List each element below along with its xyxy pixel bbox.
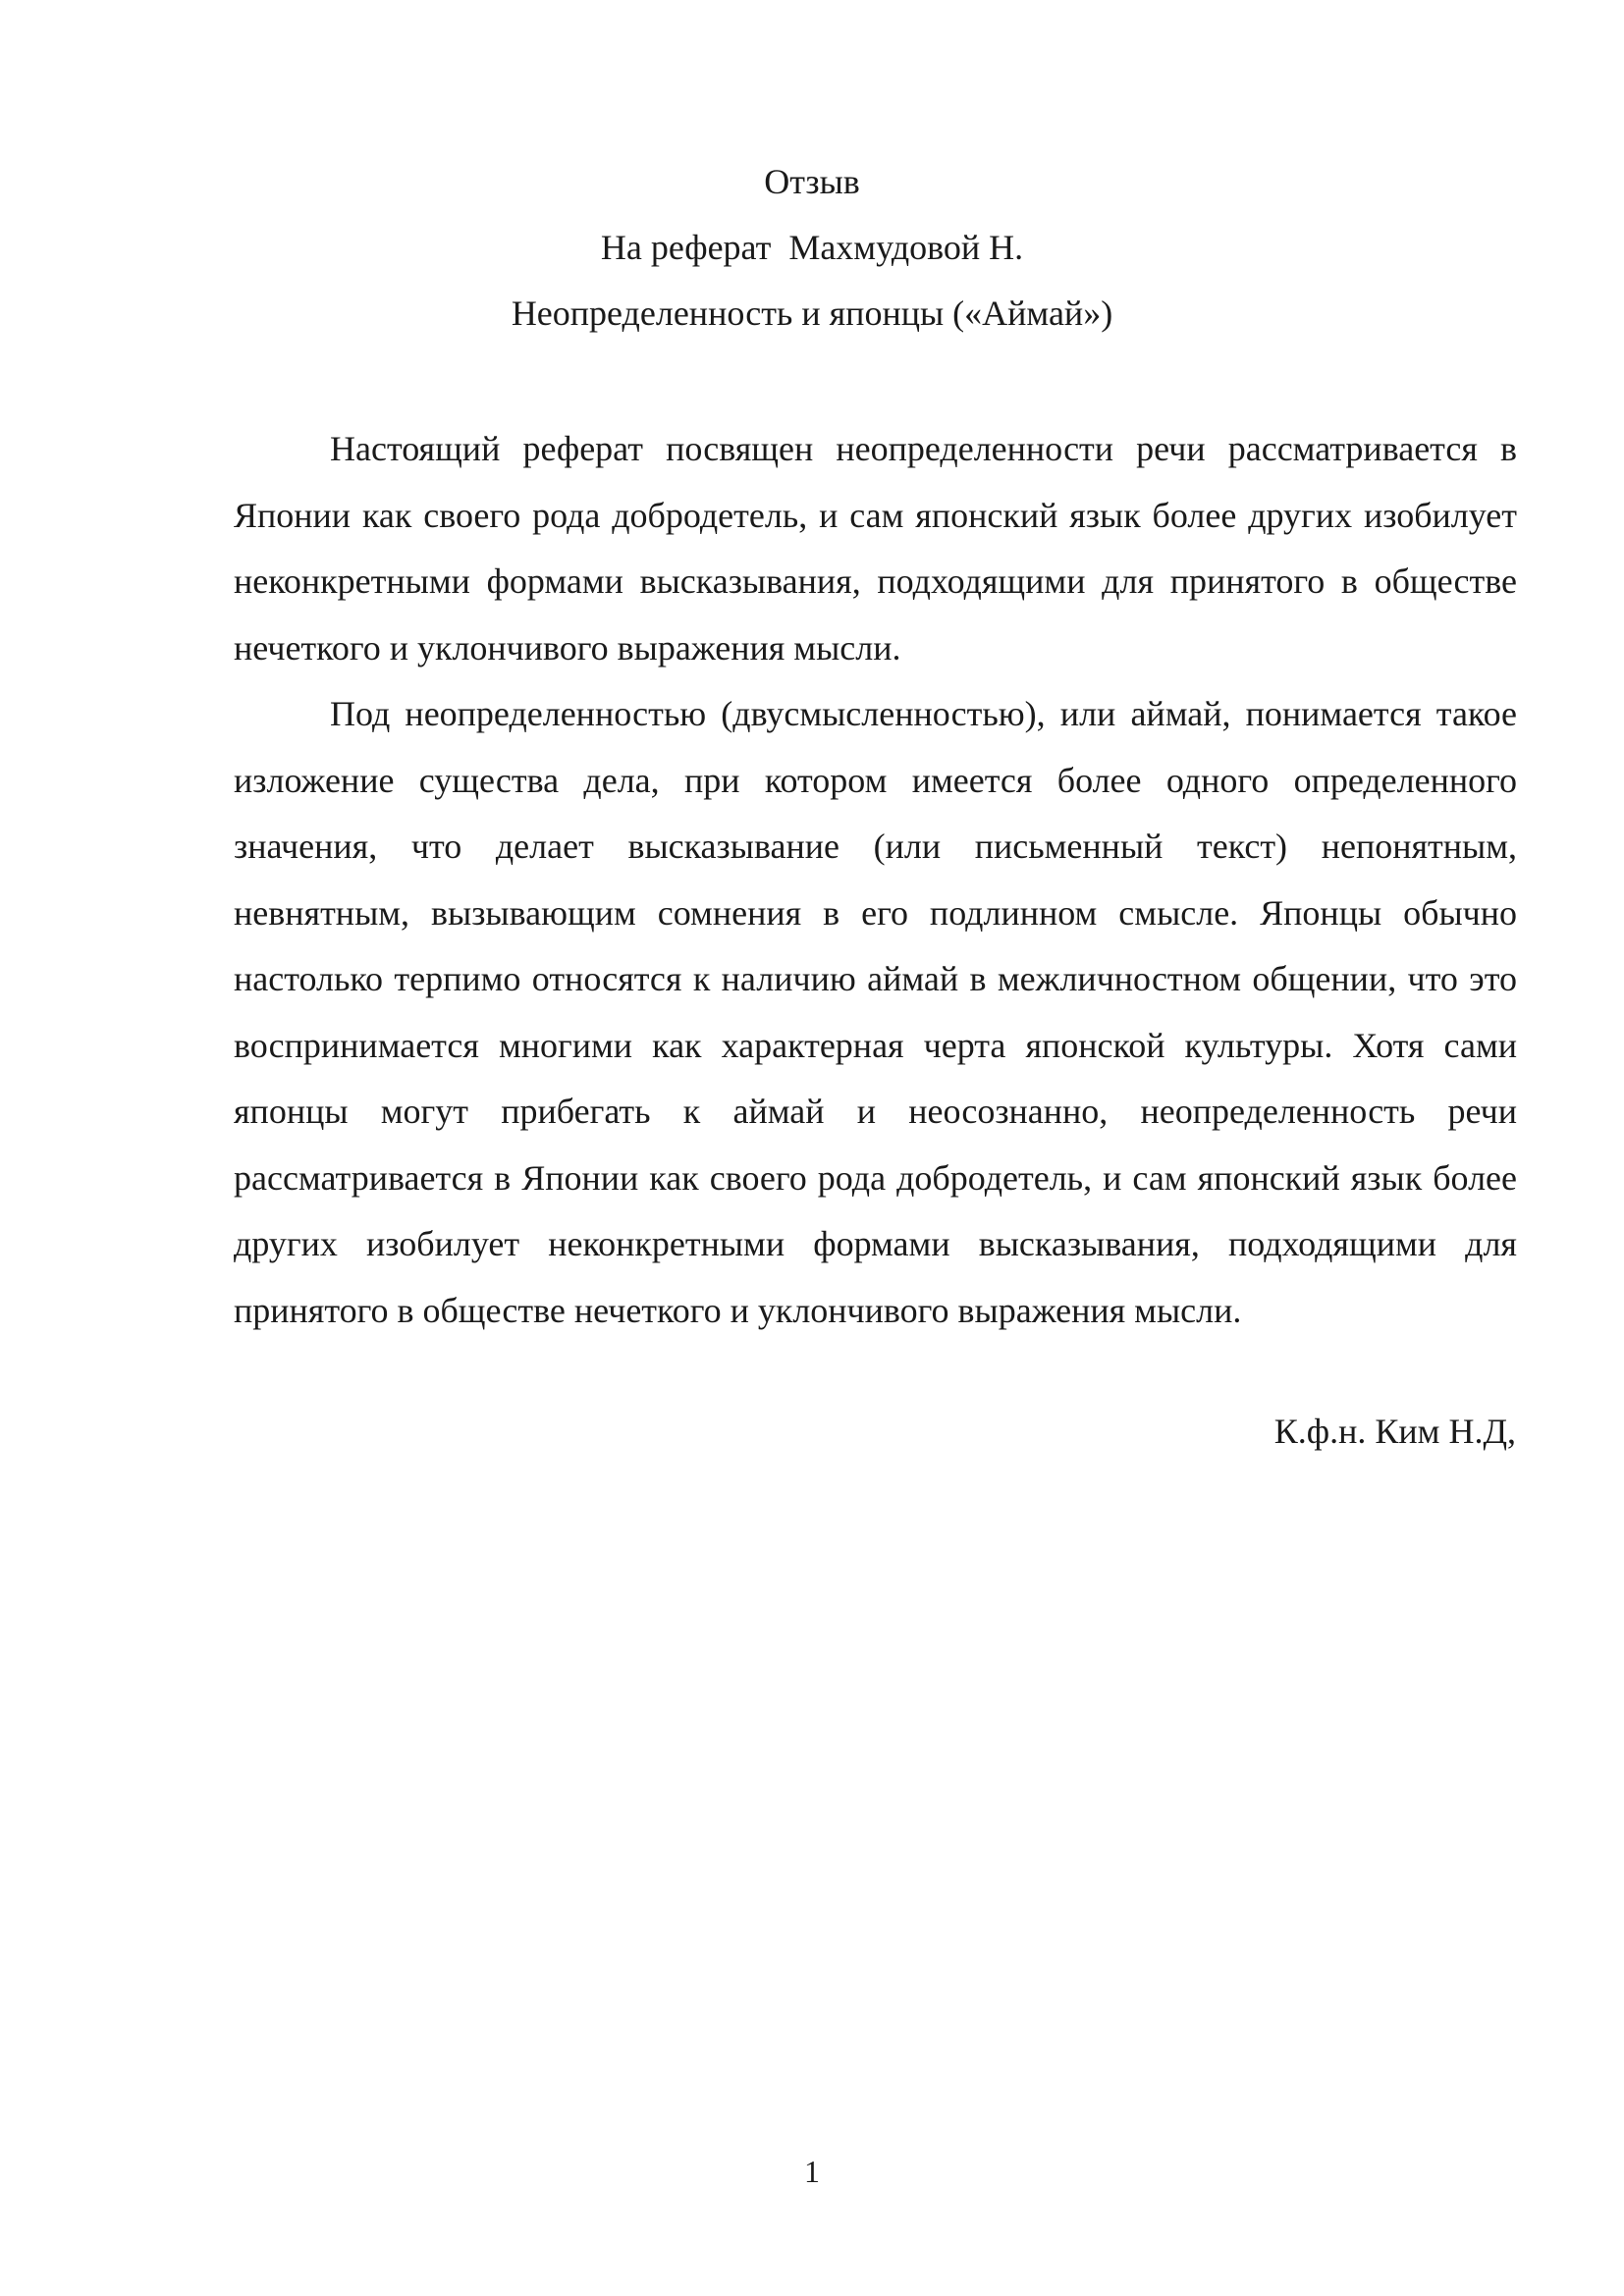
document-heading	[0, 149, 1624, 347]
body-paragraph-2: Под неопределенностью (двусмысленностью), или аймай, понимается такое изложение существа дела, при котором имеется более одного определенного значения, что делает высказывание (или письменный текст) непонятным, невнятным, вызывающим сомнения в его подлинном смысле. Японцы обычно настолько терпимо относятся к наличию аймай в межличностном общении, что это воспринимается многими как характерная черта японской культуры. Хотя сами японцы могут прибегать к аймай и неосознанно, неопределенность речи рассматривается в Японии как своего рода добродетель, и сам японский язык более других изобилует неконкретными формами высказывания, подходящими для принятого в обществе нечеткого и уклончивого выражения мысли.	[234, 694, 1517, 1330]
document-body	[234, 416, 1517, 1344]
heading-title: Отзыв	[764, 162, 860, 201]
body-paragraph-1: Настоящий реферат посвящен неопределенности речи рассматривается в Японии как своего рода добродетель, и сам японский язык более других изобилует неконкретными формами высказывания, подходящими для принятого в обществе нечеткого и уклончивого выражения мысли.	[234, 429, 1517, 667]
heading-subject: На реферат Махмудовой Н.	[600, 228, 1024, 267]
page-number: 1	[804, 2154, 820, 2189]
heading-topic: Неопределенность и японцы («Аймай»)	[511, 294, 1113, 333]
reviewer-signature: К.ф.н. Ким Н.Д,	[1273, 1412, 1516, 1451]
